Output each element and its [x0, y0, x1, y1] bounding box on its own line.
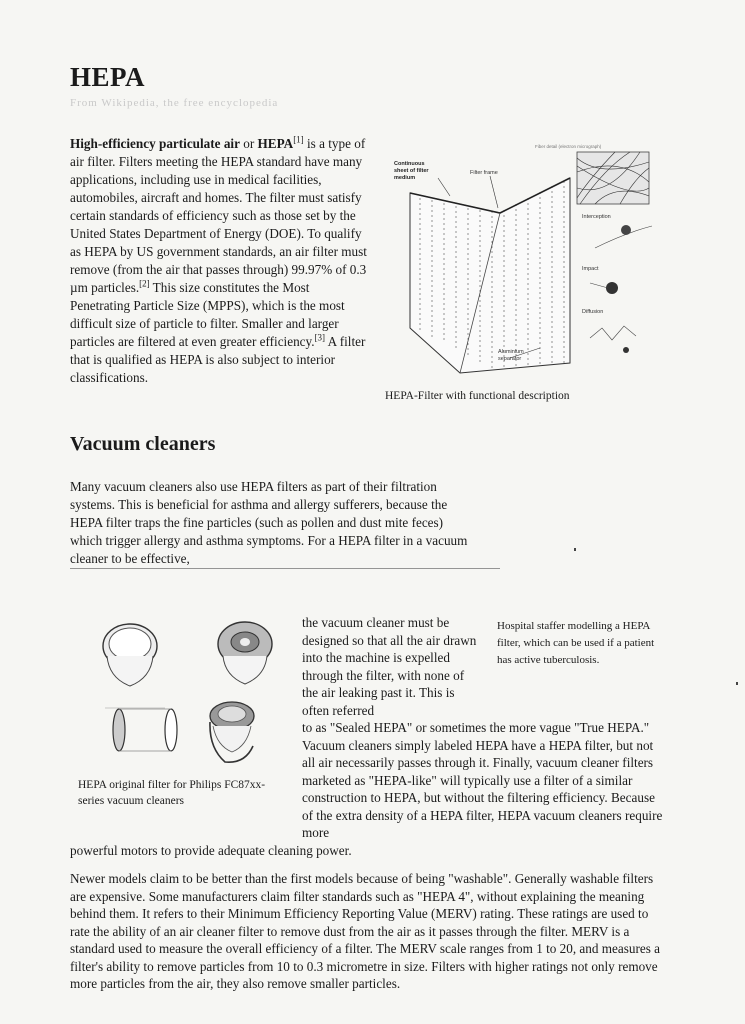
intro-paragraph: [70, 135, 370, 387]
vacuum-paragraph-2-continued: to as "Sealed HEPA" or sometimes the more vague "True HEPA." Vacuum cleaners simply labeled HEPA have a HEPA filter, but not all air necessarily passes through it. Finally, vacuum cleaner filters marketed as "HEPA-like" will typically use a filter of a similar construction to HEPA, but without the filtering efficiency. Because of the extra density of a HEPA filter, HEPA vacuum cleaners require more: [302, 720, 663, 840]
hospital-figure-caption: Hospital staffer modelling a HEPA filter, which can be used if a patient has active tuberculosis.: [497, 620, 655, 666]
intro-text-2: This size constitutes the Most Penetrating Particle Size (MPPS), which is the most difficult size of particle to filter. Smaller and larger particles are filtered at even greater efficiency.: [70, 280, 345, 349]
svg-text:medium: medium: [394, 175, 416, 181]
label-interception: Interception: [582, 214, 611, 220]
scan-speck: [574, 548, 576, 551]
figure2-caption: HEPA original filter for Philips FC87xx-series vacuum cleaners: [78, 779, 266, 807]
reference-1[interactable]: [1]: [293, 134, 304, 145]
label-sheet: Continuous: [394, 161, 425, 167]
source-line: From Wikipedia, the free encyclopedia: [70, 97, 279, 109]
section-heading-vacuum: Vacuum cleaners: [70, 433, 216, 455]
hepa-filter-diagram: [390, 138, 658, 388]
svg-text:sheet of filter: sheet of filter: [394, 168, 429, 174]
label-diffusion: Diffusion: [582, 309, 604, 315]
vacuum-paragraph-2-end: powerful motors to provide adequate cleaning power.: [70, 843, 352, 858]
term-connector: or: [239, 136, 258, 151]
vacuum-paragraph-2-column: the vacuum cleaner must be designed so that all the air drawn into the machine is expelled through the filter, with none of the air leaking past it. This is often referred: [302, 615, 477, 718]
vacuum-paragraph-1: Many vacuum cleaners also use HEPA filters as part of their filtration systems. This is beneficial for asthma and allergy sufferers, because the HEPA filter traps the fine particles (such as pollen and dust mite feces) which trigger allergy and asthma symptoms. For a HEPA filter in a vacuum cleaner to be effective,: [70, 479, 468, 566]
term-abbrev: HEPA: [257, 136, 294, 151]
vacuum-paragraph-3: Newer models claim to be better than the first models because of being "washable". Generally washable filters are expensive. Some manufacturers claim filter standards such as "HEPA 4", without explaining the meaning behind them. It refers to their Minimum Efficiency Reporting Value (MERV) rating. These ratings are used to rate the ability of an air cleaner filter to remove dust from the air as it passes through the filter. MERV is a standard used to measure the overall efficiency of a filter. The MERV scale ranges from 1 to 20, and measures a filter's ability to remove particles from 10 to 0.3 micrometre in size. Filters with higher ratings not only remove more particles from the air, they also remove smaller particles.: [70, 871, 660, 991]
philips-filter-photo: [85, 618, 285, 768]
reference-3[interactable]: [3]: [314, 332, 326, 343]
page-title: HEPA: [70, 62, 145, 92]
intro-text-3: A filter that is qualified as HEPA is also subject to interior classifications.: [70, 334, 366, 385]
label-impact: Impact: [582, 266, 599, 272]
figure1-caption: HEPA-Filter with functional description: [385, 390, 570, 402]
reference-2[interactable]: [2]: [139, 278, 150, 289]
label-frame: Filter frame: [470, 170, 498, 176]
intro-text-1: is a type of air filter. Filters meeting the HEPA standard have many applications, including use in medical facilities, automobiles, aircraft and homes. The filter must satisfy certain standards of efficiency such as those set by the United States Department of Energy (DOE). To qualify as HEPA by US government standards, an air filter must remove (from the air that passes through) 99.97% of 0.3 µm particles.: [70, 136, 367, 295]
scan-divider: [70, 568, 500, 569]
term-full: High-efficiency particulate air: [70, 136, 240, 151]
label-separator: Aluminium: [498, 349, 524, 355]
svg-text:Fiber detail (electron microgr: Fiber detail (electron micrograph): [535, 144, 602, 149]
svg-text:separator: separator: [498, 356, 522, 362]
scan-speck: [736, 682, 738, 685]
